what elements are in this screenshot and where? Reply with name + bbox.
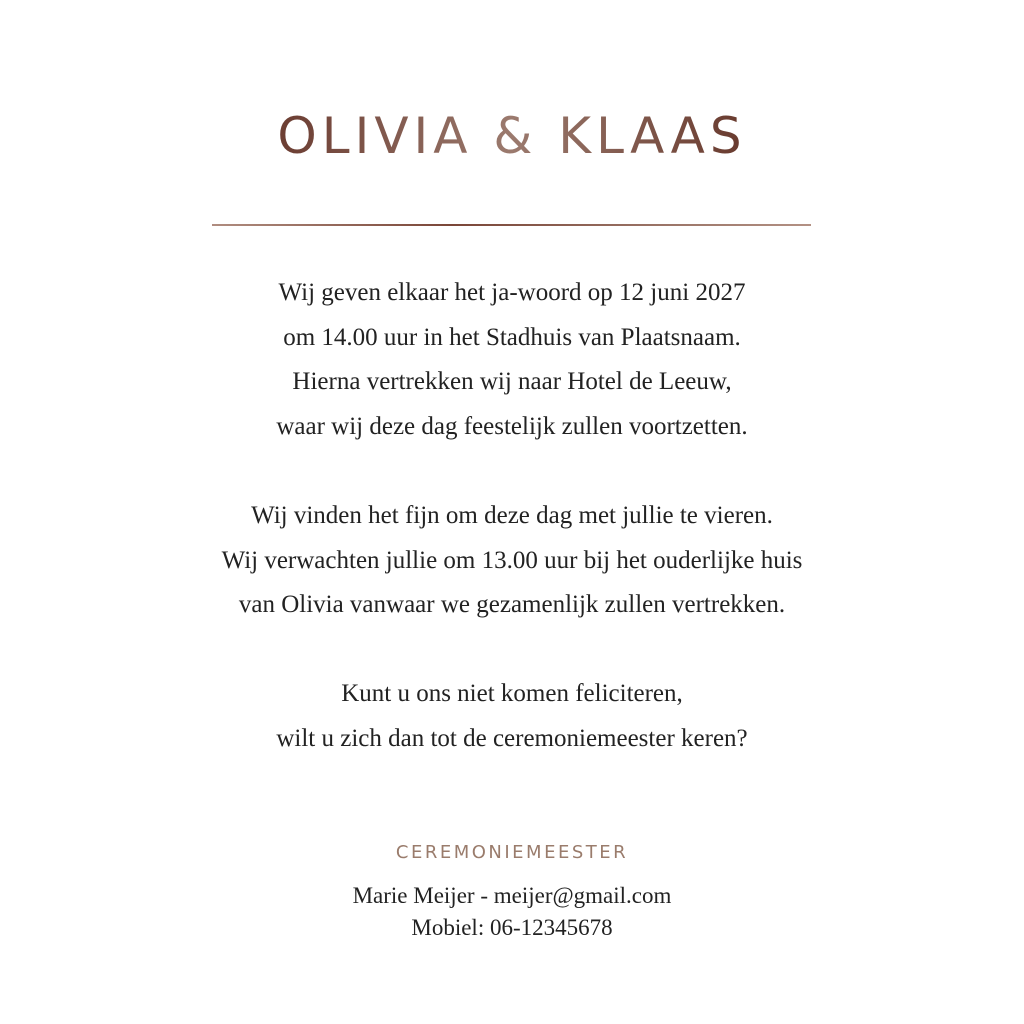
ceremony-master-contact	[0, 880, 1024, 944]
gathering-line: Wij vinden het fijn om deze dag met jullie te vieren.	[251, 502, 773, 529]
couple-names-title: OLIVIA & KLAAS	[0, 104, 1024, 168]
contact-phone: Mobiel: 06-12345678	[411, 915, 613, 940]
ceremony-line: om 14.00 uur in het Stadhuis van Plaatsnaam.	[283, 323, 741, 351]
ceremony-line: Hierna vertrekken wij naar Hotel de Leeuw,	[292, 368, 732, 395]
contact-name-email: Marie Meijer - meijer@gmail.com	[352, 883, 672, 908]
ceremony-paragraph	[0, 271, 1024, 449]
gathering-line: van Olivia vanwaar we gezamenlijk zullen vertrekken.	[238, 591, 786, 618]
congratulate-line: wilt u zich dan tot de ceremoniemeester keren?	[276, 724, 748, 752]
title-divider	[212, 224, 811, 226]
ceremony-line: Wij geven elkaar het ja-woord op 12 juni 2027	[278, 279, 746, 306]
congratulate-line: Kunt u ons niet komen feliciteren,	[341, 680, 683, 707]
ceremony-line: waar wij deze dag feestelijk zullen voortzetten.	[276, 412, 748, 440]
gathering-line: Wij verwachten jullie om 13.00 uur bij het ouderlijke huis	[221, 546, 803, 574]
ceremony-master-heading: CEREMONIEMEESTER	[395, 842, 629, 863]
gathering-paragraph	[0, 494, 1024, 628]
congratulate-paragraph	[0, 672, 1024, 761]
